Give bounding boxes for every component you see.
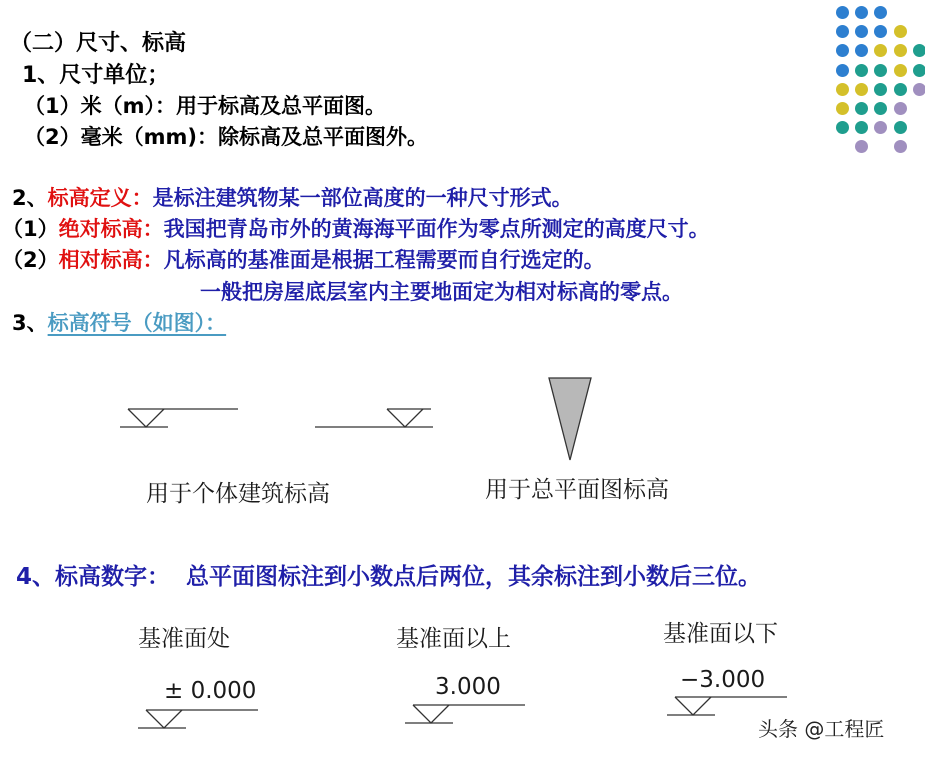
example-label-datum: 基准面处 (138, 626, 230, 652)
rel-term: 相对标高： (58, 248, 164, 272)
item4-line (16, 558, 761, 591)
decorative-dot (874, 121, 887, 134)
decorative-dot (836, 25, 849, 38)
item2-text: 是标注建筑物某一部位高度的一种尺寸形式。 (152, 186, 573, 210)
decorative-dot (836, 102, 849, 115)
decorative-dot (855, 121, 868, 134)
example-value-datum: ± 0.000 (164, 678, 257, 704)
example-label-below: 基准面以下 (663, 621, 778, 647)
item4-heading: 4、标高数字： (16, 564, 171, 590)
watermark: 头条 @工程匠 (758, 717, 885, 741)
decorative-dot (894, 44, 907, 57)
item4-text: 总平面图标注到小数点后两位，其余标注到小数后三位。 (186, 564, 762, 590)
decorative-dot (894, 25, 907, 38)
decorative-dot (874, 83, 887, 96)
decorative-dot (855, 83, 868, 96)
item1-line2: （2）毫米（mm)：除标高及总平面图外。 (24, 125, 428, 149)
item1-heading: 1、尺寸单位； (22, 63, 170, 88)
elevation-symbol-site-plan (545, 376, 595, 464)
decorative-dot (836, 121, 849, 134)
decorative-dot (836, 6, 849, 19)
decorative-dot (874, 102, 887, 115)
caption-site-plan: 用于总平面图标高 (485, 477, 669, 503)
rel-prefix: （2） (2, 248, 59, 272)
decorative-dot (855, 64, 868, 77)
elevation-symbol-building-left (118, 405, 243, 430)
section-title: （二）尺寸、标高 (10, 31, 187, 56)
example-value-above: 3.000 (435, 674, 501, 700)
decorative-dot (894, 102, 907, 115)
decorative-dot (855, 6, 868, 19)
decorative-dot (836, 64, 849, 77)
item1-line1: （1）米（m）：用于标高及总平面图。 (24, 94, 386, 118)
decorative-dot (913, 64, 925, 77)
item3-prefix: 3、 (12, 311, 48, 335)
abs-text: 我国把青岛市外的黄海海平面作为零点所测定的高度尺寸。 (163, 217, 710, 241)
decorative-dot (894, 121, 907, 134)
decorative-dot (855, 140, 868, 153)
decorative-dot (894, 83, 907, 96)
example-value-below: −3.000 (680, 667, 766, 693)
decorative-dot (874, 64, 887, 77)
item3-line (12, 307, 226, 337)
relative-elevation-line2: 一般把房屋底层室内主要地面定为相对标高的零点。 (200, 280, 683, 304)
elevation-symbol-building-right (315, 405, 440, 430)
decorative-dot (913, 44, 925, 57)
item2-term: 标高定义： (47, 186, 153, 210)
decorative-dot (855, 44, 868, 57)
rel-text: 凡标高的基准面是根据工程需要而自行选定的。 (163, 248, 605, 272)
example-symbol-above (403, 701, 533, 726)
decorative-dot (836, 44, 849, 57)
decorative-dot (894, 64, 907, 77)
absolute-elevation-line (2, 213, 710, 243)
abs-prefix: （1） (2, 217, 59, 241)
decorative-dot (874, 6, 887, 19)
decorative-dot (836, 83, 849, 96)
relative-elevation-line (2, 244, 605, 274)
decorative-dot (855, 102, 868, 115)
abs-term: 绝对标高： (58, 217, 164, 241)
item3-term: 标高符号（如图）： (47, 311, 227, 335)
decorative-dot (913, 83, 925, 96)
item2-prefix: 2、 (12, 186, 48, 210)
decorative-dot (855, 25, 868, 38)
example-label-above: 基准面以上 (396, 626, 511, 652)
example-symbol-datum (136, 706, 266, 731)
caption-building: 用于个体建筑标高 (146, 481, 330, 507)
decorative-dot (874, 25, 887, 38)
decorative-dot (894, 140, 907, 153)
item2-line (12, 182, 573, 212)
decorative-dot (874, 44, 887, 57)
